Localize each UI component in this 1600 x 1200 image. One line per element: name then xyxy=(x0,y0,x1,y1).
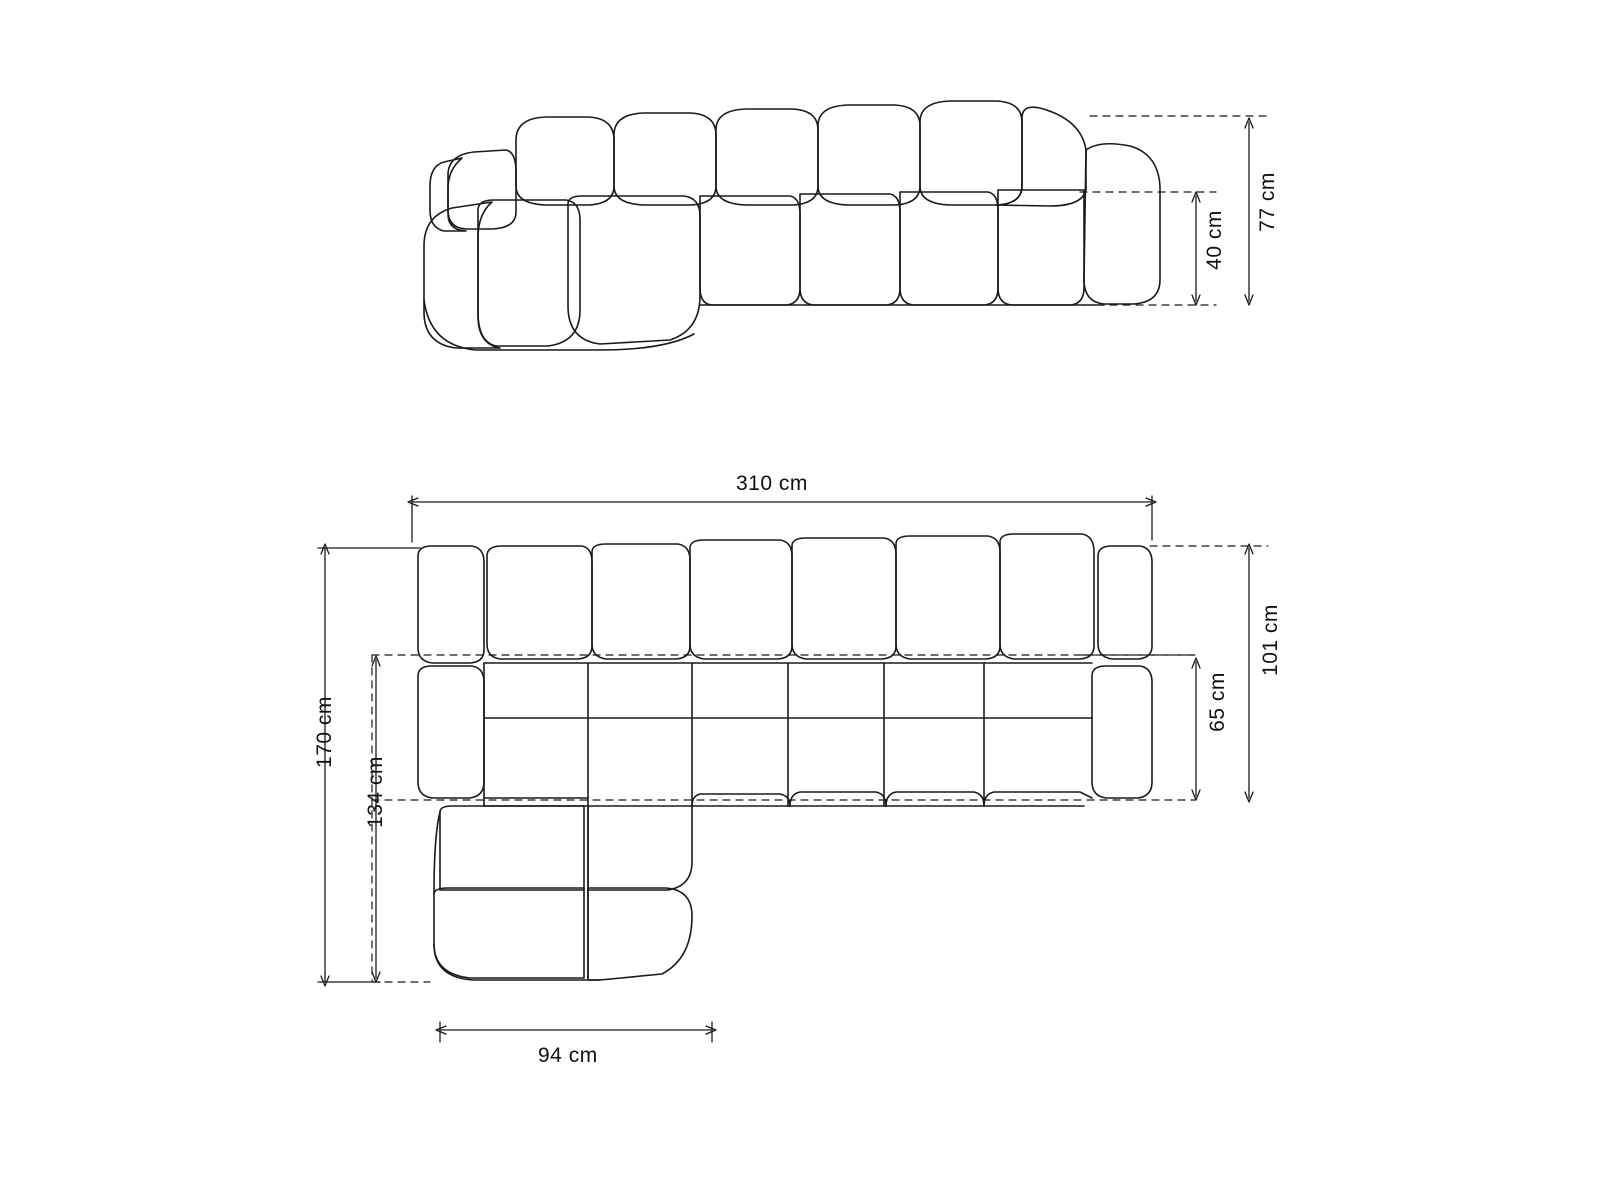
dim-seat-height xyxy=(1192,192,1200,305)
dim-label-width-total: 310 cm xyxy=(736,472,808,495)
dim-label-height-total: 77 cm xyxy=(1256,172,1279,232)
dim-width-total xyxy=(408,496,1156,542)
dim-label-depth-right-module: 101 cm xyxy=(1259,604,1282,676)
dim-label-depth-seat-area: 134 cm xyxy=(364,756,387,828)
front-elevation-group xyxy=(424,101,1268,350)
dim-label-depth-seat-right: 65 cm xyxy=(1206,672,1229,732)
dim-label-depth-total: 170 cm xyxy=(313,696,336,768)
dim-label-seat-height: 40 cm xyxy=(1203,210,1226,270)
dim-width-chaise xyxy=(436,1022,716,1042)
dim-label-width-chaise: 94 cm xyxy=(538,1044,598,1067)
dim-depth-seat-right xyxy=(1192,658,1200,800)
top-plan-group xyxy=(418,534,1152,980)
dim-height-total xyxy=(1245,118,1253,305)
